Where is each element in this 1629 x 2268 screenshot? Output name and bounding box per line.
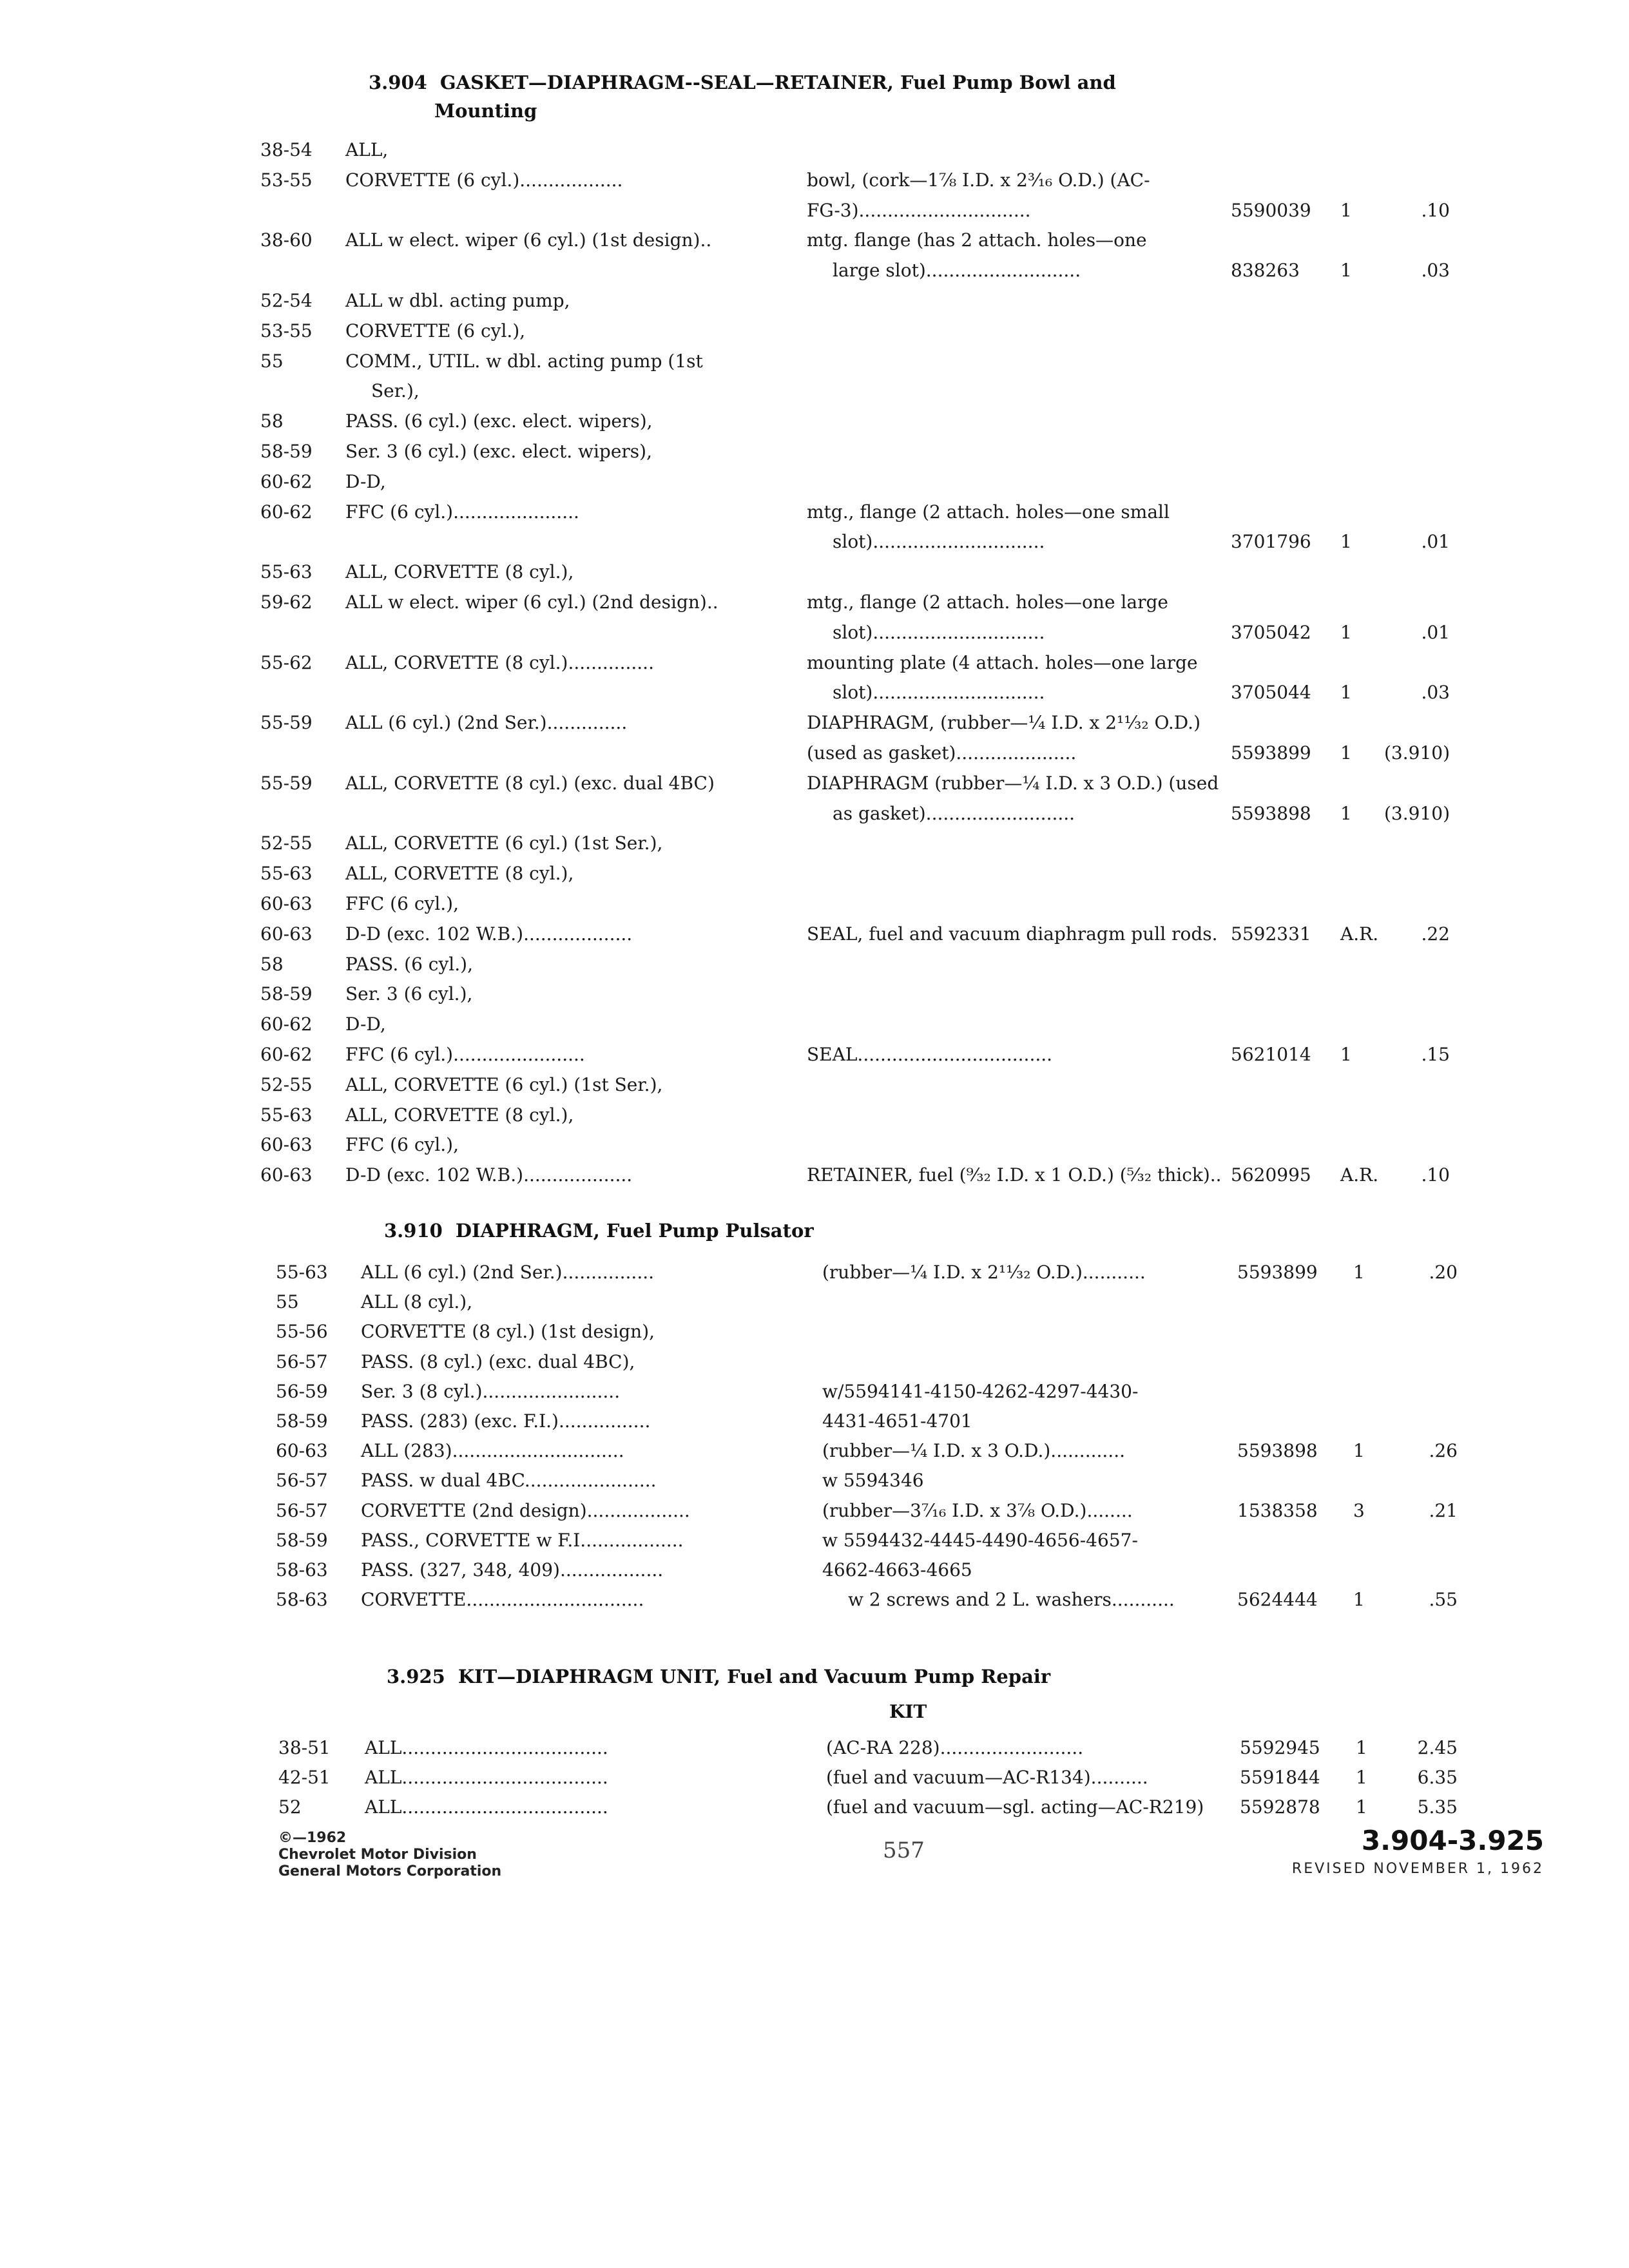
table-row [0,618,1629,648]
price-cell: (3.910) [1383,742,1450,764]
year-cell: 55-63 [260,1104,313,1126]
part-number-cell: 5592878 [1240,1796,1320,1818]
table-row [0,407,1629,436]
price-cell: .03 [1421,260,1450,282]
year-cell: 38-60 [260,229,313,251]
table-row [0,769,1629,798]
section-heading-3904 [369,68,1116,125]
division: Chevrolet Motor Division [278,1847,477,1863]
corporation: General Motors Corporation [278,1863,502,1879]
section-title: GASKET—DIAPHRAGM--SEAL—RETAINER, Fuel Pump Bowl and [439,72,1116,93]
price-cell: 2.45 [1417,1737,1458,1758]
year-cell: 42-51 [278,1767,331,1788]
model-cell: ALL (6 cyl.) (2nd Ser.)................ [361,1262,655,1283]
year-cell: 60-62 [260,470,313,492]
model-cell: ALL (6 cyl.) (2nd Ser.).............. [345,712,628,734]
year-cell: 56-57 [276,1470,328,1492]
table-row [0,859,1629,889]
year-cell: 58 [260,410,284,432]
year-cell: 60-63 [276,1440,328,1462]
model-cell: PASS. w dual 4BC....................... [361,1470,657,1492]
price-cell: .55 [1429,1589,1458,1611]
model-cell: ALL (283).............................. [361,1440,624,1462]
quantity-cell: 1 [1340,742,1352,764]
quantity-cell: 1 [1340,802,1352,824]
model-cell: ALL w elect. wiper (6 cyl.) (1st design).. [345,229,712,251]
model-cell: ALL, CORVETTE (8 cyl.) (exc. dual 4BC) [345,772,715,794]
year-cell: 56-59 [276,1380,328,1402]
description-cell: slot).............................. [833,682,1045,704]
table-row [0,1317,1629,1347]
model-cell: Ser. 3 (8 cyl.)........................ [361,1380,621,1402]
year-cell: 58-59 [260,441,313,462]
description-cell: mounting plate (4 attach. holes—one large [807,651,1198,673]
table-row [0,557,1629,587]
description-cell: w/5594141-4150-4262-4297-4430- [822,1380,1139,1402]
model-cell: D-D (exc. 102 W.B.)................... [345,923,633,945]
model-cell: ALL, [345,139,389,160]
table-row [0,1526,1629,1555]
part-number-cell: 5592945 [1240,1737,1320,1758]
year-cell: 60-62 [260,501,313,523]
section-title: DIAPHRAGM, Fuel Pump Pulsator [455,1220,814,1242]
year-cell: 53-55 [260,320,313,341]
table-row [0,1040,1629,1070]
table-row [0,527,1629,557]
description-cell: (rubber—¼ I.D. x 3 O.D.)............. [822,1440,1125,1462]
section-heading-3925 [387,1662,1050,1691]
model-cell: D-D (exc. 102 W.B.)................... [345,1164,633,1186]
description-cell: SEAL.................................. [807,1044,1053,1065]
quantity-cell: A.R. [1340,923,1379,945]
year-cell: 52-54 [260,290,313,311]
model-cell: ALL, CORVETTE (6 cyl.) (1st Ser.), [345,1073,663,1095]
section-title-continued: Mounting [434,100,537,122]
section-title: KIT—DIAPHRAGM UNIT, Fuel and Vacuum Pump Repair [458,1666,1051,1687]
description-cell: SEAL, fuel and vacuum diaphragm pull rods. [807,923,1218,945]
year-cell: 60-62 [260,1014,313,1035]
part-number-cell: 1538358 [1237,1499,1318,1521]
year-cell: 58 [260,953,284,975]
year-cell: 58-59 [276,1529,328,1551]
section-heading-3910 [384,1216,814,1245]
description-cell: (AC-RA 228)......................... [826,1737,1084,1758]
table-row [0,1763,1629,1792]
table-row [0,829,1629,858]
model-cell: Ser. 3 (6 cyl.), [345,983,473,1005]
model-cell: PASS. (8 cyl.) (exc. dual 4BC), [361,1350,635,1372]
description-cell: slot).............................. [833,531,1045,553]
year-cell: 56-57 [276,1350,328,1372]
description-cell: slot).............................. [833,621,1045,643]
table-row [0,1258,1629,1287]
quantity-cell: 1 [1340,531,1352,553]
copyright: ©—1962 [278,1830,347,1846]
year-cell: 58-59 [260,983,313,1005]
year-cell: 56-57 [276,1499,328,1521]
table-row [0,497,1629,527]
description-cell: 4431-4651-4701 [822,1410,972,1432]
year-cell: 53-55 [260,169,313,191]
table-row [0,588,1629,617]
part-number-cell: 3705044 [1231,682,1311,704]
table-row [0,1010,1629,1039]
part-number-cell: 5590039 [1231,199,1311,221]
year-cell: 52 [278,1796,302,1818]
quantity-cell: 1 [1340,260,1352,282]
section-number: 3.910 [384,1220,443,1242]
table-row [0,316,1629,346]
table-row [0,1347,1629,1377]
year-cell: 55 [276,1291,299,1313]
page-number: 557 [883,1838,925,1863]
model-cell: Ser.), [371,380,419,402]
quantity-cell: A.R. [1340,1164,1379,1186]
quantity-cell: 1 [1340,621,1352,643]
part-number-cell: 5593898 [1231,802,1311,824]
description-cell: w 5594346 [822,1470,924,1492]
table-row [0,256,1629,285]
description-cell: mtg., flange (2 attach. holes—one small [807,501,1170,523]
table-row [0,1407,1629,1436]
year-cell: 52-55 [260,832,313,854]
section-number: 3.904 [369,72,427,93]
model-cell: ALL.................................... [365,1796,608,1818]
part-number-cell: 5593899 [1231,742,1311,764]
table-row [0,1070,1629,1100]
price-cell: .15 [1421,1044,1450,1065]
model-cell: D-D, [345,470,386,492]
price-cell: 5.35 [1417,1796,1458,1818]
table-row [0,708,1629,738]
model-cell: FFC (6 cyl.), [345,893,459,914]
price-cell: .10 [1421,1164,1450,1186]
quantity-cell: 3 [1353,1499,1365,1521]
model-cell: Ser. 3 (6 cyl.) (exc. elect. wipers), [345,441,652,462]
year-cell: 60-63 [260,893,313,914]
year-cell: 60-63 [260,1164,313,1186]
year-cell: 55-59 [260,712,313,734]
quantity-cell: 1 [1340,199,1352,221]
year-cell: 55-62 [260,651,313,673]
year-cell: 55 [260,350,284,372]
quantity-cell: 1 [1353,1589,1365,1611]
table-row [0,1377,1629,1407]
table-row [0,1555,1629,1585]
quantity-cell: 1 [1356,1737,1367,1758]
table-row [0,135,1629,165]
table-row [0,919,1629,949]
price-cell: .03 [1421,682,1450,704]
model-cell: D-D, [345,1014,386,1035]
description-cell: (fuel and vacuum—sgl. acting—AC-R219) [826,1796,1204,1818]
table-row [0,1130,1629,1160]
price-cell: .26 [1429,1440,1458,1462]
table-row [0,1287,1629,1317]
model-cell: FFC (6 cyl.)...................... [345,501,579,523]
table-row [0,979,1629,1009]
year-cell: 52-55 [260,1073,313,1095]
model-cell: ALL, CORVETTE (8 cyl.), [345,863,574,885]
table-row [0,1436,1629,1466]
table-row [0,437,1629,466]
model-cell: PASS., CORVETTE w F.I.................. [361,1529,684,1551]
description-cell: bowl, (cork—1⅞ I.D. x 2³⁄₁₆ O.D.) (AC- [807,169,1150,191]
description-cell: DIAPHRAGM, (rubber—¼ I.D. x 2¹¹⁄₃₂ O.D.) [807,712,1200,734]
model-cell: ALL.................................... [365,1737,608,1758]
table-row [0,166,1629,195]
model-cell: PASS. (6 cyl.), [345,953,473,975]
part-number-cell: 838263 [1231,260,1300,282]
year-cell: 58-63 [276,1559,328,1581]
price-cell: .01 [1421,531,1450,553]
quantity-cell: 1 [1353,1440,1365,1462]
part-number-cell: 5592331 [1231,923,1311,945]
price-cell: .21 [1429,1499,1458,1521]
price-cell: .20 [1429,1262,1458,1283]
table-row [0,347,1629,376]
description-cell: FG-3).............................. [807,199,1031,221]
table-row [0,678,1629,707]
description-cell: (rubber—3⁷⁄₁₆ I.D. x 3⁷⁄₈ O.D.)........ [822,1499,1133,1521]
model-cell: CORVETTE (6 cyl.), [345,320,526,341]
model-cell: ALL, CORVETTE (6 cyl.) (1st Ser.), [345,832,663,854]
year-cell: 59-62 [260,591,313,613]
model-cell: ALL, CORVETTE (8 cyl.), [345,561,574,583]
model-cell: ALL, CORVETTE (8 cyl.)............... [345,651,654,673]
quantity-cell: 1 [1356,1767,1367,1788]
year-cell: 58-59 [276,1410,328,1432]
part-number-cell: 5593899 [1237,1262,1318,1283]
table-row [0,1496,1629,1526]
year-cell: 55-59 [260,772,313,794]
table-row [0,889,1629,919]
description-cell: large slot)........................... [833,260,1081,282]
year-cell: 38-51 [278,1737,331,1758]
price-cell: (3.910) [1383,802,1450,824]
year-cell: 55-56 [276,1321,328,1343]
table-row [0,1733,1629,1763]
table-row [0,286,1629,316]
model-cell: ALL w elect. wiper (6 cyl.) (2nd design).. [345,591,718,613]
year-cell: 55-63 [260,863,313,885]
model-cell: CORVETTE............................... [361,1589,644,1611]
description-cell: DIAPHRAGM (rubber—¼ I.D. x 3 O.D.) (used [807,772,1219,794]
description-cell: (used as gasket)..................... [807,742,1077,764]
model-cell: ALL.................................... [365,1767,608,1788]
quantity-cell: 1 [1340,682,1352,704]
year-cell: 60-63 [260,1134,313,1156]
model-cell: ALL, CORVETTE (8 cyl.), [345,1104,574,1126]
model-cell: PASS. (6 cyl.) (exc. elect. wipers), [345,410,653,432]
quantity-cell: 1 [1340,1044,1352,1065]
description-cell: mtg. flange (has 2 attach. holes—one [807,229,1147,251]
description-cell: (fuel and vacuum—AC-R134).......... [826,1767,1148,1788]
price-cell: .22 [1421,923,1450,945]
table-row [0,1792,1629,1822]
model-cell: PASS. (327, 348, 409).................. [361,1559,664,1581]
table-row [0,226,1629,255]
table-row [0,738,1629,768]
model-cell: PASS. (283) (exc. F.I.)................ [361,1410,651,1432]
description-cell: (rubber—¼ I.D. x 2¹¹⁄₃₂ O.D.)........... [822,1262,1146,1283]
model-cell: CORVETTE (2nd design).................. [361,1499,690,1521]
price-cell: 6.35 [1417,1767,1458,1788]
quantity-cell: 1 [1353,1262,1365,1283]
part-number-cell: 5591844 [1240,1767,1320,1788]
section-range: 3.904-3.925 [1361,1825,1544,1856]
year-cell: 38-54 [260,139,313,160]
price-cell: .01 [1421,621,1450,643]
part-number-cell: 3701796 [1231,531,1311,553]
description-cell: mtg., flange (2 attach. holes—one large [807,591,1168,613]
model-cell: FFC (6 cyl.)....................... [345,1044,585,1065]
table-row [0,950,1629,979]
section-number: 3.925 [387,1666,445,1687]
table-row [0,1100,1629,1130]
model-cell: ALL w dbl. acting pump, [345,290,570,311]
description-cell: 4662-4663-4665 [822,1559,972,1581]
revised-date: REVISED NOVEMBER 1, 1962 [1291,1861,1544,1877]
year-cell: 55-63 [276,1262,328,1283]
part-number-cell: 3705042 [1231,621,1311,643]
model-cell: COMM., UTIL. w dbl. acting pump (1st [345,350,703,372]
year-cell: 60-63 [260,923,313,945]
part-number-cell: 5621014 [1231,1044,1311,1065]
part-number-cell: 5624444 [1237,1589,1318,1611]
description-cell: RETAINER, fuel (⁹⁄₃₂ I.D. x 1 O.D.) (⁵⁄₃₂ thick).. [807,1164,1222,1186]
description-cell: as gasket).......................... [833,802,1075,824]
footer-publisher [278,1830,501,1880]
table-row [0,1160,1629,1190]
table-row [0,1585,1629,1615]
year-cell: 58-63 [276,1589,328,1611]
quantity-cell: 1 [1356,1796,1367,1818]
table-row [0,376,1629,406]
model-cell: FFC (6 cyl.), [345,1134,459,1156]
year-cell: 55-63 [260,561,313,583]
part-number-cell: 5593898 [1237,1440,1318,1462]
model-cell: ALL (8 cyl.), [361,1291,473,1313]
price-cell: .10 [1421,199,1450,221]
year-cell: 60-62 [260,1044,313,1065]
table-row [0,467,1629,497]
table-row [0,196,1629,226]
table-row [0,799,1629,829]
table-row [0,648,1629,678]
kit-label: KIT [889,1701,927,1722]
description-cell: w 5594432-4445-4490-4656-4657- [822,1529,1138,1551]
description-cell: w 2 screws and 2 L. washers........... [848,1589,1175,1611]
model-cell: CORVETTE (8 cyl.) (1st design), [361,1321,655,1343]
model-cell: CORVETTE (6 cyl.).................. [345,169,623,191]
part-number-cell: 5620995 [1231,1164,1311,1186]
table-row [0,1466,1629,1495]
